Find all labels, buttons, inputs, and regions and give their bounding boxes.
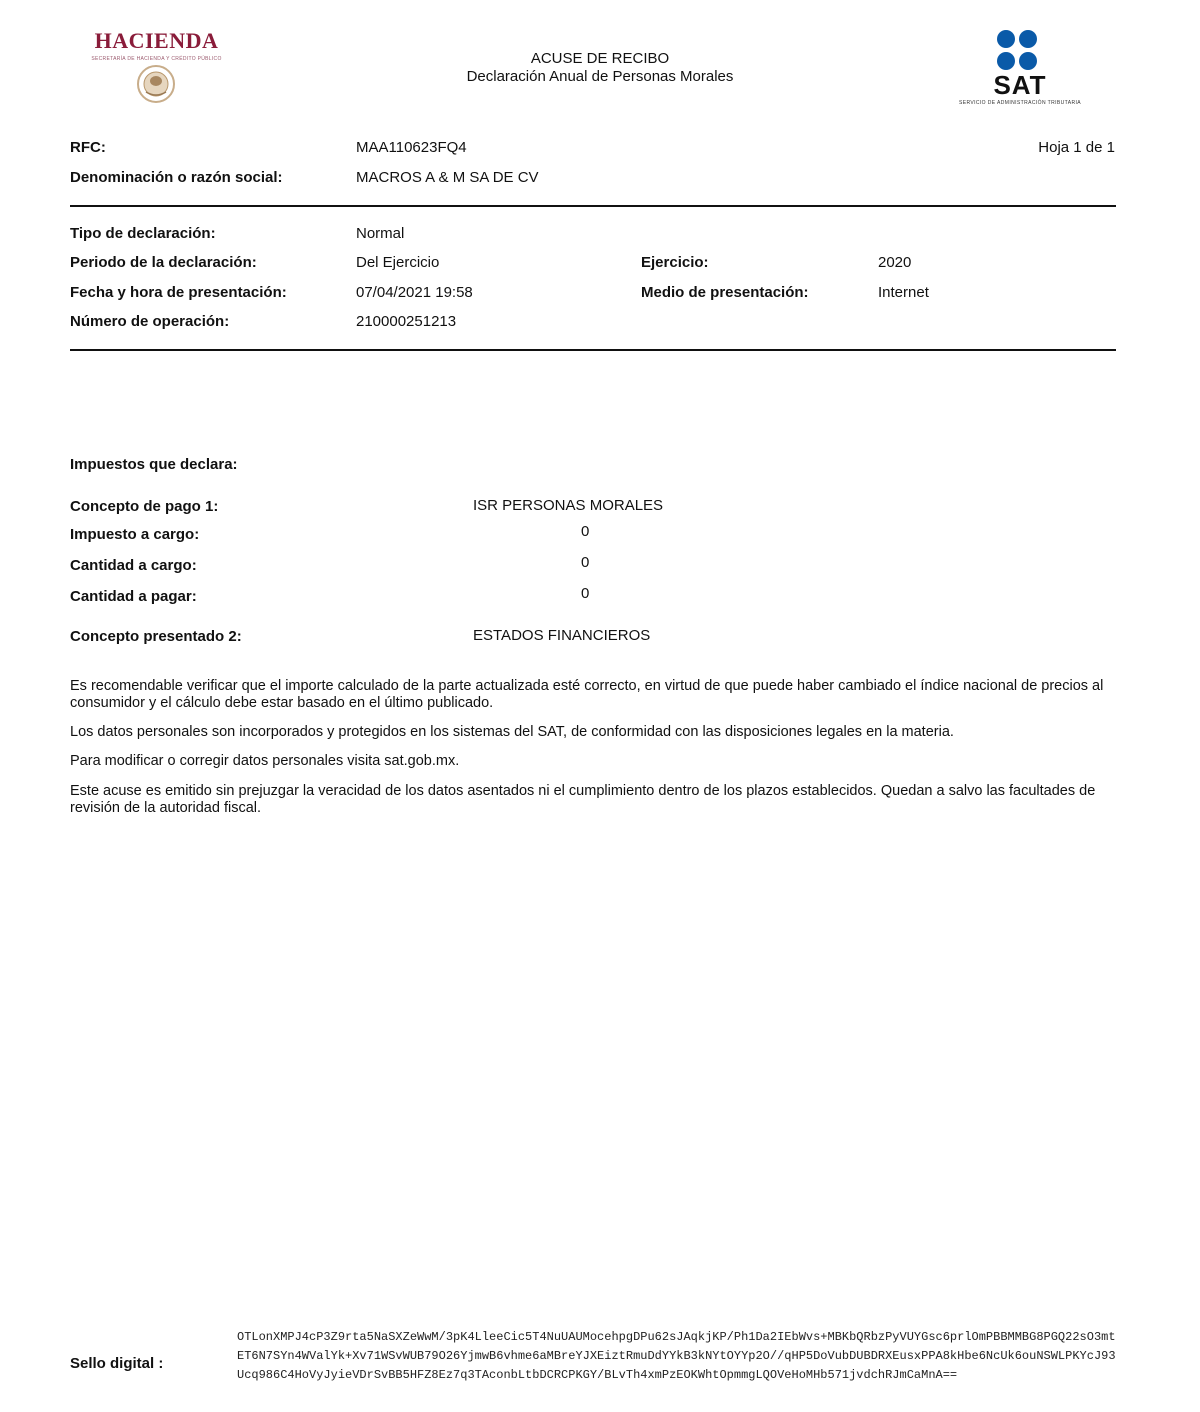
page-indicator: Hoja 1 de 1: [1038, 139, 1115, 156]
hacienda-logo: [84, 28, 229, 108]
rfc-value: MAA110623FQ4: [356, 139, 467, 156]
document-title: ACUSE DE RECIBO: [530, 50, 670, 67]
note-modificar: Para modificar o corregir datos personales visita sat.gob.mx.: [70, 753, 460, 769]
concepto2-value: ESTADOS FINANCIEROS: [473, 627, 651, 644]
concepto2-label: Concepto presentado 2:: [70, 628, 242, 645]
periodo-value: Del Ejercicio: [356, 254, 440, 271]
operacion-value: 210000251213: [356, 313, 457, 330]
sat-logo-text: SAT: [993, 70, 1047, 100]
periodo-label: Periodo de la declaración:: [70, 254, 257, 271]
operacion-label: Número de operación:: [70, 313, 230, 330]
concepto1-label: Concepto de pago 1:: [70, 498, 219, 515]
medio-label: Medio de presentación:: [641, 284, 809, 301]
fecha-label: Fecha y hora de presentación:: [70, 284, 287, 301]
hacienda-logo-text: HACIENDA: [94, 28, 219, 53]
ejercicio-value: 2020: [878, 254, 912, 271]
coat-of-arms-icon: [84, 62, 229, 106]
impuesto-label: Impuesto a cargo:: [70, 526, 200, 543]
cantidad-pagar-label: Cantidad a pagar:: [70, 588, 197, 605]
note-acuse: Este acuse es emitido sin prejuzgar la veracidad de los datos asentados ni el cumplimiento dentro de los plazos establecidos. Quedan a salvo las facultades de revisión de la autoridad fiscal.: [70, 783, 1096, 816]
document-header: [350, 50, 850, 86]
cantidad-cargo-value: 0: [581, 554, 590, 571]
tipo-label: Tipo de declaración:: [70, 225, 216, 242]
document-subtitle: Declaración Anual de Personas Morales: [466, 68, 734, 85]
divider-top: [70, 205, 1116, 207]
hacienda-logo-subtext: SECRETARÍA DE HACIENDA Y CRÉDITO PÚBLICO: [91, 56, 222, 62]
sat-logo: [940, 28, 1100, 110]
note-datos-personales: Los datos personales son incorporados y protegidos en los sistemas del SAT, de conformidad con las disposiciones legales en la materia.: [70, 724, 954, 740]
sat-logo-subtext: SERVICIO DE ADMINISTRACIÓN TRIBUTARIA: [958, 100, 1082, 106]
ejercicio-label: Ejercicio:: [641, 254, 709, 271]
fecha-value: 07/04/2021 19:58: [356, 284, 473, 301]
rfc-label: RFC:: [70, 139, 106, 156]
cantidad-cargo-label: Cantidad a cargo:: [70, 557, 197, 574]
taxes-heading: Impuestos que declara:: [70, 456, 238, 473]
concepto1-value: ISR PERSONAS MORALES: [473, 497, 664, 514]
medio-value: Internet: [878, 284, 929, 301]
note-recomendable: Es recomendable verificar que el importe calculado de la parte actualizada esté correcto, en virtud de que puede haber cambiado el índice nacional de precios al consumidor y el cálculo debe estar basado en el último publicado.: [70, 678, 1104, 711]
name-label: Denominación o razón social:: [70, 169, 283, 186]
impuesto-value: 0: [581, 523, 590, 540]
cantidad-pagar-value: 0: [581, 585, 590, 602]
sello-value: OTLonXMPJ4cP3Z9rta5NaSXZeWwM/3pK4LleeCic5T4NuUAUMocehpgDPu62sJAqkjKP/Ph1Da2IEbWvs+MBKbQRbzPyVUYGsc6prlOmPBBMMBG8PGQ22sO3mtET6N7SYn4WValYk+Xv71WSvWUB79O26YjmwB6vhme6aMBreYJXEiztRmuDdYYkB3kNYtOYYp2O//qHP5DoVubDUBDRXEusxPPA8kHbe6NcUk6ouNSWLPKYcJ93Ucq986C4HoVyJyieVDrSvBB5HFZ8Ez7q3TAconbLtbDCRCPKGY/BLvTh4xmPzEOKWhtOpmmgLQOVeHoMHb571jvdchRJmCaMnA==: [237, 1330, 1116, 1382]
sello-label: Sello digital :: [70, 1355, 164, 1372]
divider-bottom: [70, 349, 1116, 351]
tipo-value: Normal: [356, 225, 405, 242]
name-value: MACROS A & M SA DE CV: [356, 169, 539, 186]
